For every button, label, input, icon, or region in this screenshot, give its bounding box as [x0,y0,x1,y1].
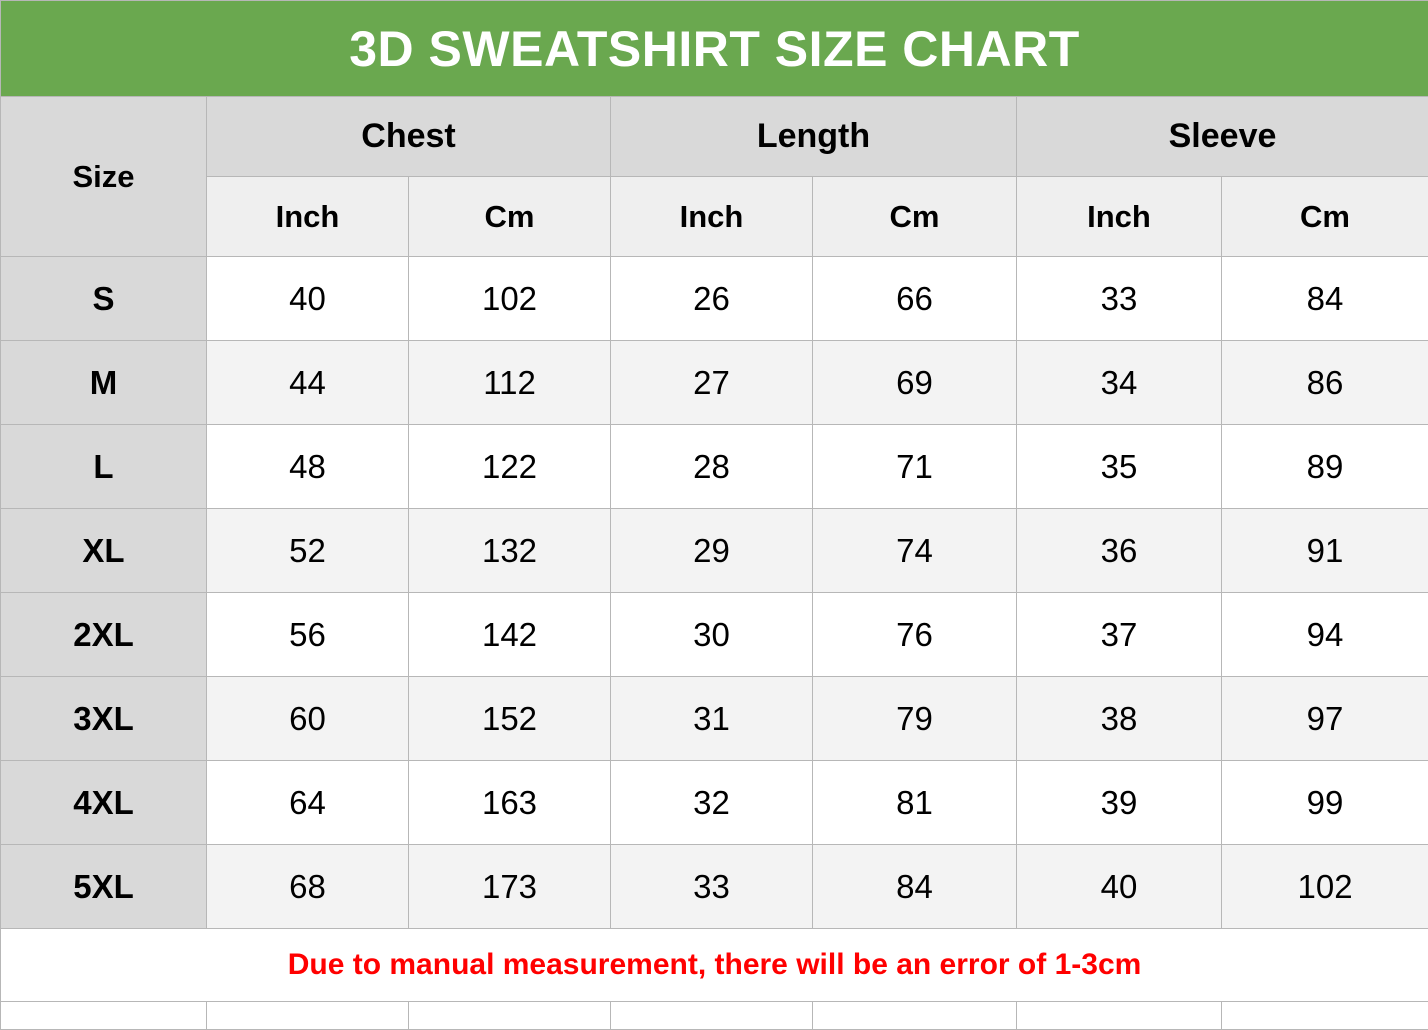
group-header-chest: Chest [207,97,611,177]
cell-length-cm: 66 [813,257,1017,341]
row-size-label: 4XL [1,761,207,845]
group-header-row [1,97,1428,177]
cell-sleeve-inch: 39 [1017,761,1222,845]
measurement-note: Due to manual measurement, there will be an error of 1-3cm [1,929,1428,1002]
cell-sleeve-inch: 37 [1017,593,1222,677]
cell-length-inch: 26 [611,257,813,341]
cell-length-inch: 31 [611,677,813,761]
cell-length-inch: 27 [611,341,813,425]
cell-chest-cm: 142 [409,593,611,677]
cell-sleeve-cm: 84 [1222,257,1428,341]
empty-cell [1017,1002,1222,1030]
unit-header-sleeve-inch: Inch [1017,177,1222,257]
cell-sleeve-inch: 33 [1017,257,1222,341]
table-row [1,845,1428,929]
table-row [1,593,1428,677]
cell-chest-inch: 64 [207,761,409,845]
cell-length-cm: 74 [813,509,1017,593]
empty-cell [409,1002,611,1030]
cell-sleeve-cm: 94 [1222,593,1428,677]
cell-chest-cm: 152 [409,677,611,761]
cell-sleeve-inch: 40 [1017,845,1222,929]
cell-length-cm: 84 [813,845,1017,929]
cell-chest-cm: 122 [409,425,611,509]
cell-sleeve-cm: 102 [1222,845,1428,929]
cell-sleeve-inch: 34 [1017,341,1222,425]
cell-chest-inch: 44 [207,341,409,425]
cell-sleeve-cm: 99 [1222,761,1428,845]
empty-cell [813,1002,1017,1030]
cell-length-inch: 33 [611,845,813,929]
table-row [1,425,1428,509]
empty-cell [1222,1002,1428,1030]
group-header-sleeve: Sleeve [1017,97,1428,177]
title-row [1,1,1428,97]
table-row [1,677,1428,761]
cell-chest-inch: 68 [207,845,409,929]
table-row [1,509,1428,593]
cell-length-inch: 32 [611,761,813,845]
row-size-label: XL [1,509,207,593]
row-size-label: 5XL [1,845,207,929]
cell-sleeve-cm: 89 [1222,425,1428,509]
group-header-length: Length [611,97,1017,177]
cell-chest-cm: 173 [409,845,611,929]
page-title: 3D SWEATSHIRT SIZE CHART [1,1,1428,97]
cell-chest-inch: 52 [207,509,409,593]
cell-sleeve-inch: 36 [1017,509,1222,593]
unit-header-row [1,177,1428,257]
empty-footer-row [1,1002,1428,1030]
row-size-label: S [1,257,207,341]
cell-chest-cm: 112 [409,341,611,425]
table-row [1,761,1428,845]
empty-cell [611,1002,813,1030]
row-size-label: M [1,341,207,425]
cell-length-inch: 29 [611,509,813,593]
unit-header-sleeve-cm: Cm [1222,177,1428,257]
cell-length-inch: 30 [611,593,813,677]
cell-sleeve-inch: 38 [1017,677,1222,761]
cell-chest-inch: 56 [207,593,409,677]
cell-chest-cm: 132 [409,509,611,593]
empty-cell [207,1002,409,1030]
unit-header-chest-cm: Cm [409,177,611,257]
table-row [1,341,1428,425]
cell-length-cm: 69 [813,341,1017,425]
cell-length-cm: 81 [813,761,1017,845]
row-size-label: L [1,425,207,509]
table-row [1,257,1428,341]
cell-length-cm: 76 [813,593,1017,677]
cell-chest-inch: 60 [207,677,409,761]
cell-chest-inch: 48 [207,425,409,509]
cell-sleeve-cm: 97 [1222,677,1428,761]
unit-header-length-inch: Inch [611,177,813,257]
cell-length-inch: 28 [611,425,813,509]
cell-sleeve-inch: 35 [1017,425,1222,509]
row-size-label: 2XL [1,593,207,677]
row-size-label: 3XL [1,677,207,761]
size-column-header: Size [1,97,207,257]
cell-length-cm: 79 [813,677,1017,761]
cell-sleeve-cm: 91 [1222,509,1428,593]
cell-length-cm: 71 [813,425,1017,509]
note-row [1,929,1428,1002]
cell-chest-inch: 40 [207,257,409,341]
unit-header-chest-inch: Inch [207,177,409,257]
empty-cell [1,1002,207,1030]
unit-header-length-cm: Cm [813,177,1017,257]
cell-chest-cm: 102 [409,257,611,341]
cell-sleeve-cm: 86 [1222,341,1428,425]
cell-chest-cm: 163 [409,761,611,845]
